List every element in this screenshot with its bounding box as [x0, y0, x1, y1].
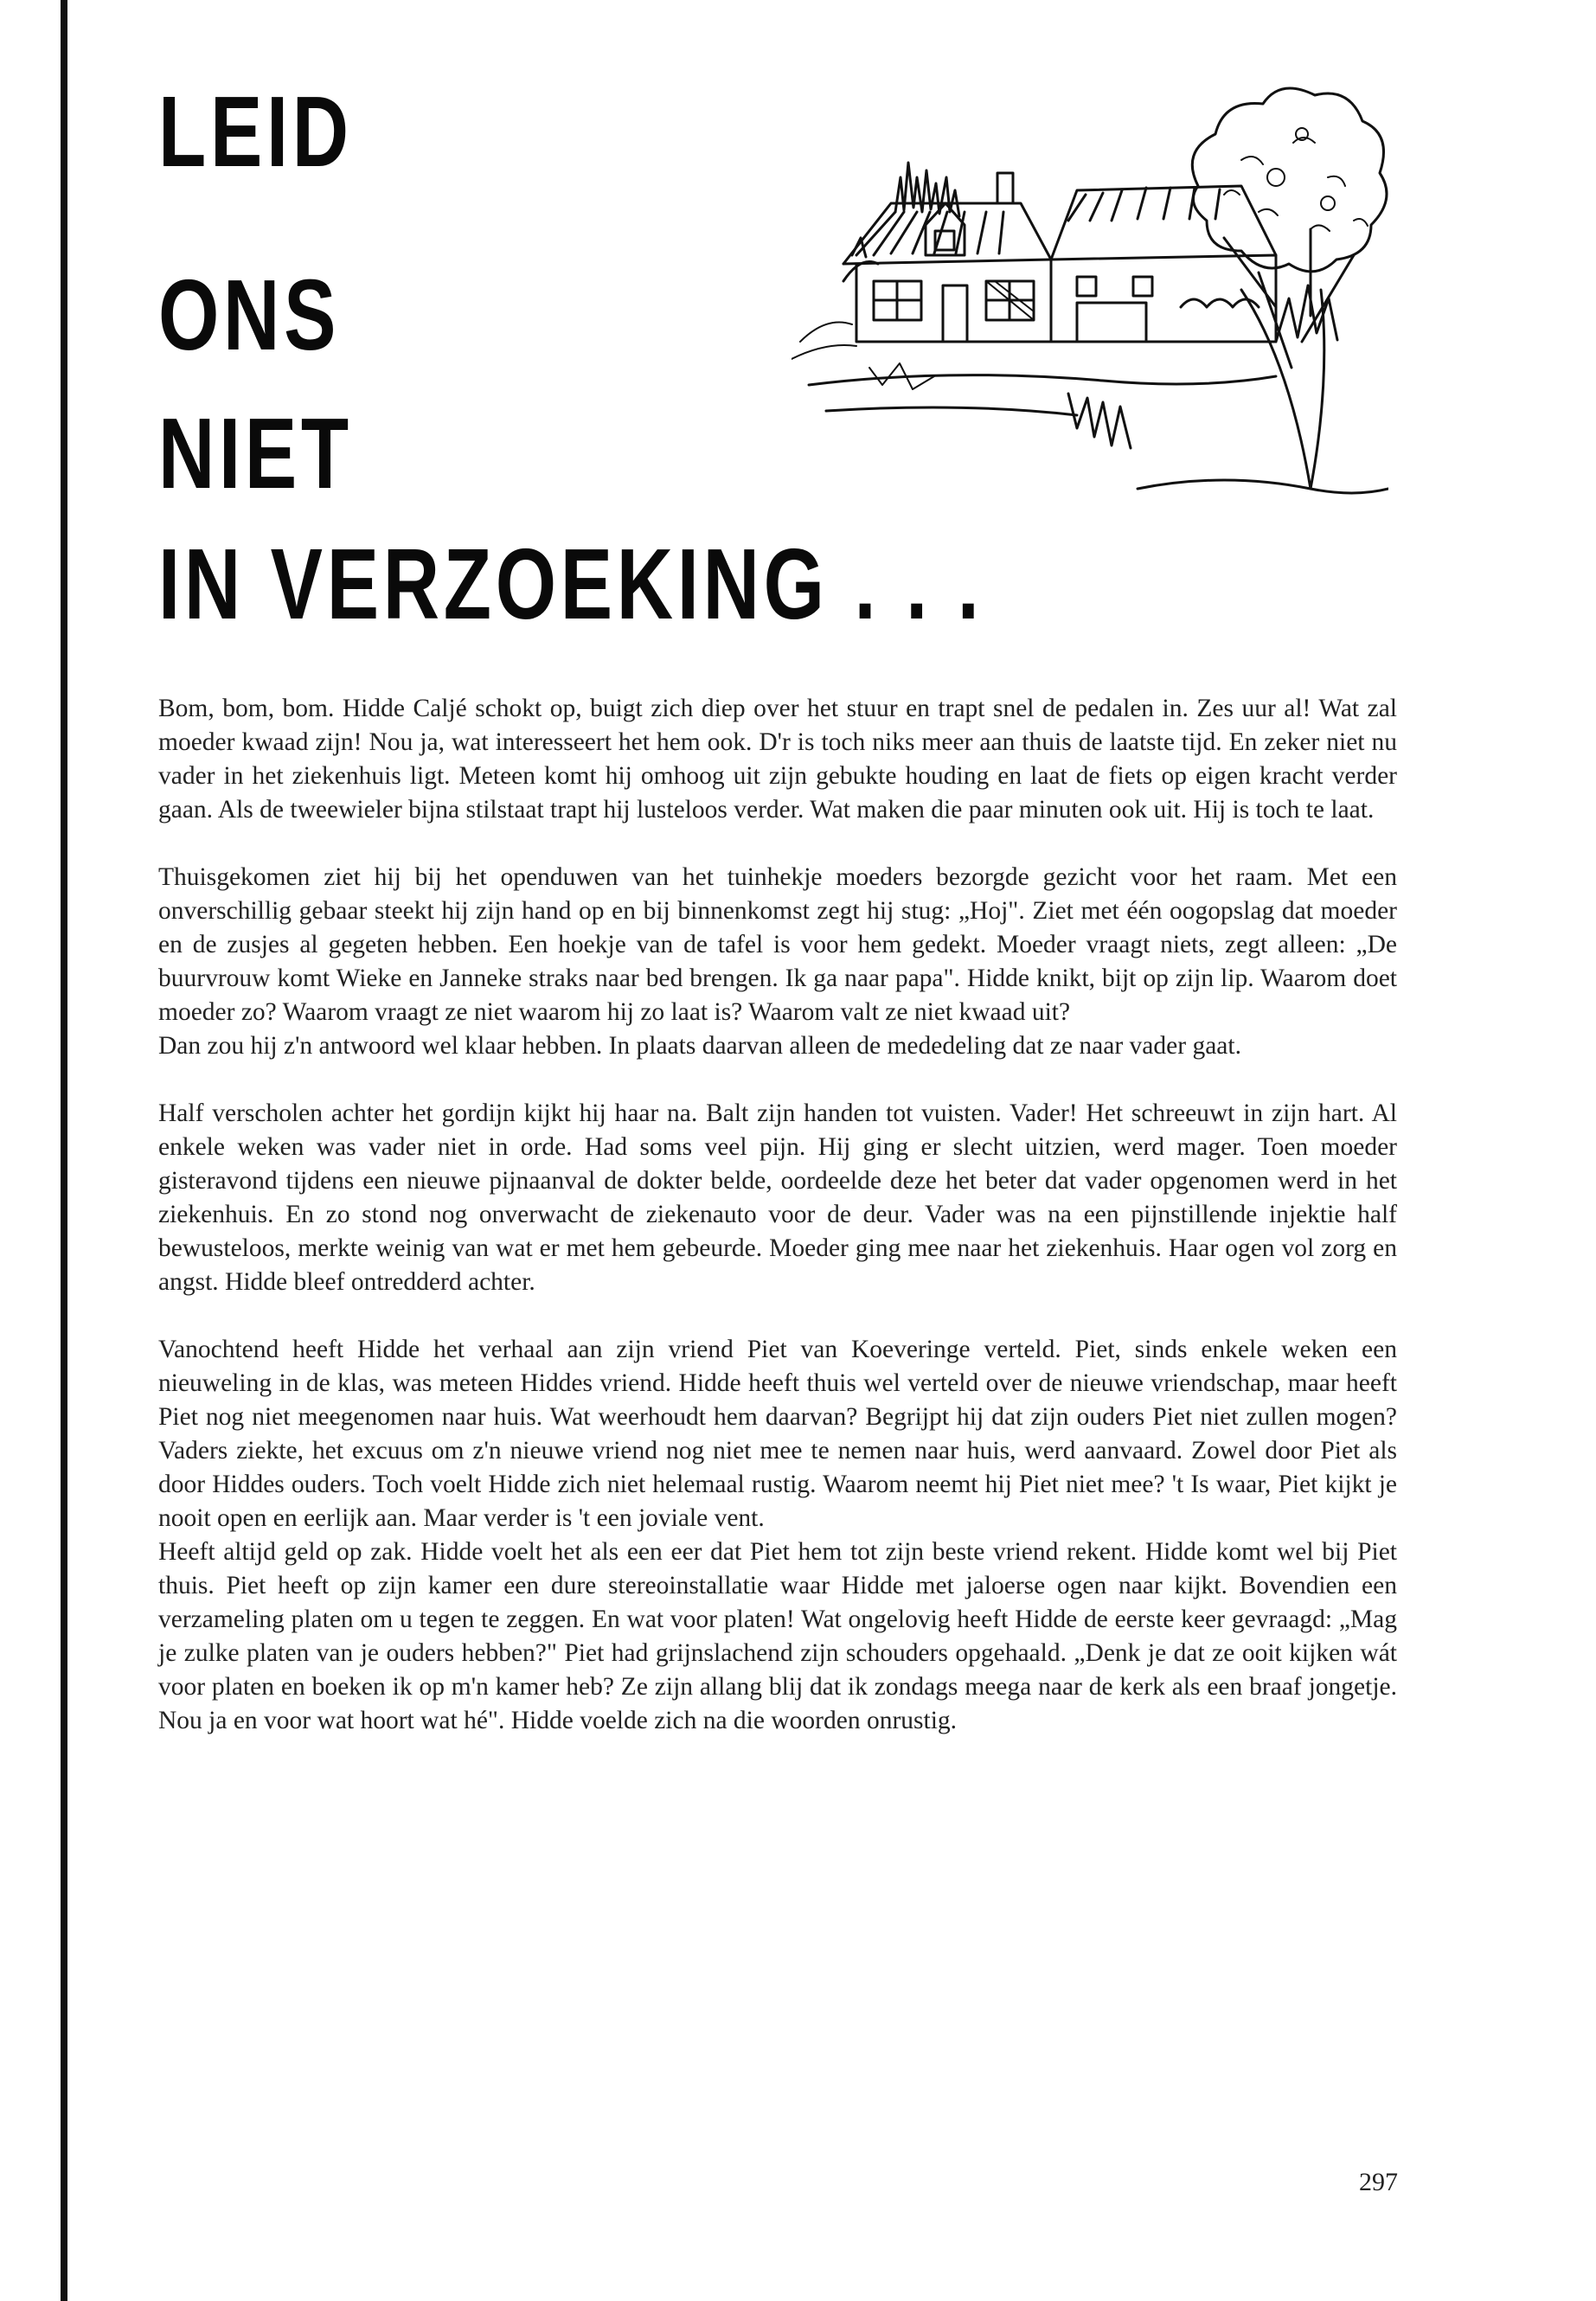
paragraph: Dan zou hij z'n antwoord wel klaar hebben. In plaats daarvan alleen de mededeling dat ze naar vader gaat.: [158, 1032, 1241, 1060]
paragraph: Thuisgekomen ziet hij bij het openduwen van het tuinhekje moeders bezorgde gezicht voor het raam. Met een onverschillig gebaar steekt hij zijn hand op en bij binnenkomst zegt hij stug: „Hoj". Ziet met één oogopslag dat moeder en de zusjes al gegeten hebben. Een hoekje van de tafel is voor hem gedekt. Moeder vraagt niets, zegt alleen: „De buurvrouw komt Wieke en Janneke straks naar bed brengen. Ik ga naar papa". Hidde knikt, bijt op zijn lip. Waarom doet moeder zo? Waarom vraagt ze niet waarom hij zo laat is? Waarom valt ze niet kwaad uit?: [158, 863, 1397, 1026]
paragraph: Half verscholen achter het gordijn kijkt hij haar na. Balt zijn handen tot vuisten. Vader! Het schreeuwt in zijn hart. Al enkele weken was vader niet in orde. Had soms veel pijn. Hij ging er slecht uitzien, werd mager. Toen moeder gisteravond tijdens een nieuwe pijnaanval de dokter belde, oordeelde deze het beter dat vader opgenomen werd in het ziekenhuis. En zo stond nog onverwacht de ziekenauto voor de deur. Vader was na een pijnstillende injektie half bewusteloos, merkte weinig van wat er met hem gebeurde. Moeder ging mee naar het ziekenhuis. Haar ogen vol zorg en angst. Hidde bleef ontredderd achter.: [158, 1099, 1397, 1296]
farmhouse-sketch-icon: [792, 82, 1388, 506]
title-line-4: IN VERZOEKING . . .: [158, 528, 984, 640]
left-margin-rule: [61, 0, 67, 2301]
page-number: 297: [1359, 2168, 1398, 2196]
paragraph: Heeft altijd geld op zak. Hidde voelt het als een eer dat Piet hem tot zijn beste vriend rekent. Hidde komt wel bij Piet thuis. Piet heeft op zijn kamer een dure stereoinstallatie waar Hidde met jaloerse ogen naar kijkt. Bovendien een verzameling platen om u tegen te zeggen. En wat voor platen! Wat ongelovig heeft Hidde de eerste keer gevraagd: „Mag je zulke platen van je ouders hebben?" Piet had grijnslachend zijn schouders opgehaald. „Denk je dat ze ooit kijken wát voor platen en boeken ik op m'n kamer heb? Ze zijn allang blij dat ik zondags meega naar de kerk als een braaf jongetje. Nou ja en voor wat hoort wat hé". Hidde voelde zich na die woorden onrustig.: [158, 1538, 1397, 1734]
title-line-2: ONS: [158, 259, 341, 371]
title-line-3: NIET: [158, 397, 353, 510]
article-body: [158, 692, 1397, 1772]
paragraph: Bom, bom, bom. Hidde Caljé schokt op, buigt zich diep over het stuur en trapt snel de pedalen in. Zes uur al! Wat zal moeder kwaad zijn! Nou ja, wat interesseert het hem ook. D'r is toch niks meer aan thuis de laatste tijd. En zeker niet nu vader in het ziekenhuis ligt. Meteen komt hij omhoog uit zijn gebukte houding en laat de fiets op eigen kracht verder gaan. Als de tweewieler bijna stilstaat trapt hij lusteloos verder. Wat maken die paar minuten ook uit. Hij is toch te laat.: [158, 695, 1397, 824]
title-line-1: LEID: [158, 75, 353, 188]
paragraph: Vanochtend heeft Hidde het verhaal aan zijn vriend Piet van Koeveringe verteld. Piet, sinds enkele weken een nieuweling in de klas, was meteen Hiddes vriend. Hidde heeft thuis wel verteld over de nieuwe vriendschap, maar heeft Piet nog niet meegenomen naar huis. Wat weerhoudt hem daarvan? Begrijpt hij dat zijn ouders Piet niet zullen mogen? Vaders ziekte, het excuus om z'n nieuwe vriend nog niet mee te nemen naar huis, werd aanvaard. Zowel door Piet als door Hiddes ouders. Toch voelt Hidde zich niet helemaal rustig. Waarom neemt hij Piet niet mee? 't Is waar, Piet kijkt je nooit open en eerlijk aan. Maar verder is 't een joviale vent.: [158, 1336, 1397, 1532]
